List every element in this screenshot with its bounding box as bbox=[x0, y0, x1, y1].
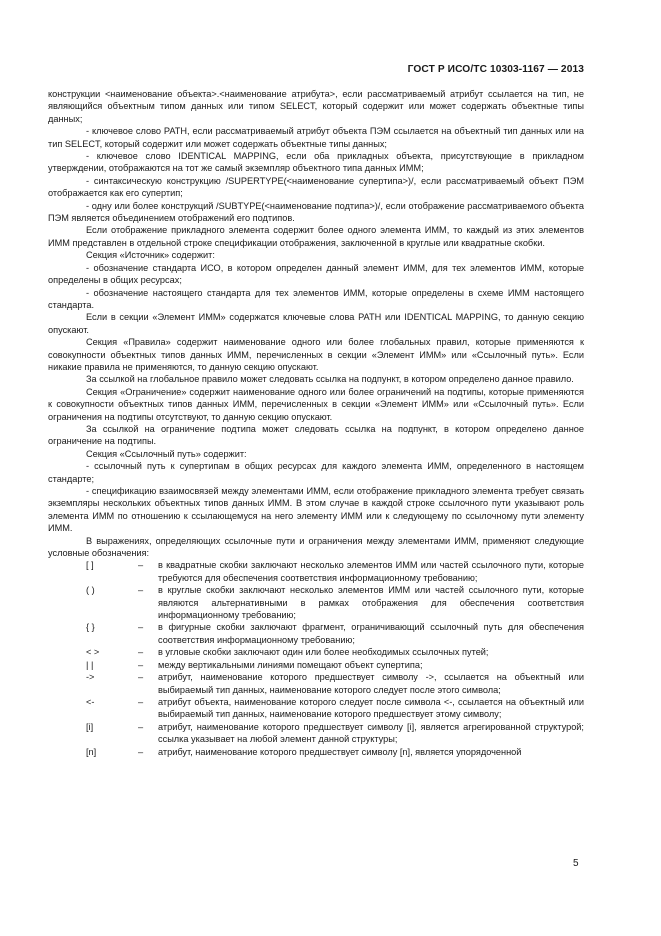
symbol: { } bbox=[86, 622, 95, 633]
list-item: - обозначение стандарта ИСО, в котором определен данный элемент ИММ, для тех элементов ИММ, которые определены в общих ресурсах; bbox=[48, 262, 584, 286]
symbol-description: в угловые скобки заключают один или более необходимых ссылочных путей; bbox=[158, 647, 489, 658]
symbol: -> bbox=[86, 672, 95, 683]
list-item: - обозначение настоящего стандарта для тех элементов ИММ, которые определены в схеме ИММ настоящего стандарта. bbox=[48, 287, 584, 310]
symbol-description: атрибут, наименование которого предшествует символу [i], является агрегированной структурой; ссылка указывает на любой элемент данной структуры; bbox=[158, 721, 584, 745]
symbol-description: в квадратные скобки заключают несколько элементов ИММ или частей ссылочного пути, которые требуются для обеспечения соответствия информационному требованию; bbox=[158, 560, 584, 583]
symbol-row bbox=[48, 721, 584, 746]
symbol-row bbox=[48, 696, 584, 721]
symbol-dash: – bbox=[138, 560, 144, 571]
symbol-description: между вертикальными линиями помещают объект супертипа; bbox=[158, 659, 423, 670]
symbol-row bbox=[48, 646, 584, 658]
symbol-dash: – bbox=[138, 746, 144, 757]
symbol: [n] bbox=[86, 746, 97, 757]
page-body bbox=[48, 88, 584, 758]
paragraph: Если отображение прикладного элемента содержит более одного элемента ИММ, то каждый из этих элементов ИММ представлен в отдельной строке спецификации отображения, заключенной в круглые или квадратные скобки. bbox=[48, 225, 584, 248]
symbol-dash: – bbox=[138, 622, 144, 633]
list-item: - ключевое слово IDENTICAL MAPPING, если оба прикладных объекта, присутствующие в прикладном утверждении, отображаются на тот же самый экземпляр объектного типа данных ИММ; bbox=[48, 151, 584, 174]
paragraph: Секция «Ссылочный путь» содержит: bbox=[86, 448, 247, 459]
symbol-row bbox=[48, 621, 584, 646]
symbol-dash: – bbox=[138, 696, 144, 707]
list-item: - ключевое слово PATH, если рассматриваемый атрибут объекта ПЭМ ссылается на объектный тип данных или на тип SELECT, который содержит или может содержать объектные типы данных; bbox=[48, 126, 584, 149]
symbol-row bbox=[48, 746, 584, 758]
page-header: ГОСТ Р ИСО/ТС 10303-1167 — 2013 bbox=[407, 64, 584, 75]
symbol: [i] bbox=[86, 721, 94, 732]
symbol: | | bbox=[86, 659, 94, 670]
symbol-dash: – bbox=[138, 659, 144, 670]
symbol-row bbox=[48, 671, 584, 696]
paragraph: За ссылкой на ограничение подтипа может следовать ссылка на подпункт, в котором определено данное ограничение на подтипы. bbox=[48, 423, 584, 447]
symbol-description: атрибут объекта, наименование которого следует после символа <-, ссылается на объектный или выбираемый тип данных, наименование которого предшествует этому символу; bbox=[158, 696, 584, 720]
paragraph: Секция «Правила» содержит наименование одного или более глобальных правил, которые применяются к совокупности объектных типов данных ИММ, перечисленных в секции «Элемент ИММ» или «Ссылочный путь». Если никакие правила не применяются, то данную секцию опускают. bbox=[48, 337, 584, 372]
paragraph: За ссылкой на глобальное правило может следовать ссылка на подпункт, в котором определено данное правило. bbox=[86, 374, 574, 385]
paragraph: В выражениях, определяющих ссылочные пути и ограничения между элементами ИММ, применяют следующие условные обозначения: bbox=[48, 535, 584, 559]
paragraph: Секция «Источник» содержит: bbox=[86, 250, 215, 261]
symbol-dash: – bbox=[138, 672, 144, 683]
symbol: ( ) bbox=[86, 585, 95, 596]
symbol-description: в фигурные скобки заключают фрагмент, ограничивающий ссылочный путь для обеспечения соответствия информационному требованию; bbox=[158, 622, 584, 645]
paragraph: Если в секции «Элемент ИММ» содержатся ключевые слова PATH или IDENTICAL MAPPING, то данную секцию опускают. bbox=[48, 312, 584, 335]
symbol: < > bbox=[86, 647, 100, 658]
symbol-description: атрибут, наименование которого предшествует символу [n], является упорядоченной bbox=[158, 746, 522, 757]
symbol-row bbox=[48, 559, 584, 584]
symbol-description: в круглые скобки заключают несколько элементов ИММ или частей ссылочного пути, которые являются альтернативными в рамках отображения для обеспечения соответствия информационному требованию; bbox=[158, 585, 584, 621]
list-item: - ссылочный путь к супертипам в общих ресурсах для каждого элемента ИММ, определенного в настоящем стандарте; bbox=[48, 461, 584, 484]
page-number: 5 bbox=[573, 858, 579, 869]
symbol-row bbox=[48, 584, 584, 621]
symbol: [ ] bbox=[86, 560, 94, 571]
symbol-dash: – bbox=[138, 721, 144, 732]
paragraph: Секция «Ограничение» содержит наименование одного или более ограничений на подтипы, которые применяются к совокупности объектных типов данных ИММ, перечисленных в секции «Элемент ИММ» или «Ссылочный путь». Если ограничения на подтипы отсутствуют, то данную секцию опускают. bbox=[48, 386, 584, 422]
list-item: - спецификацию взаимосвязей между элементами ИММ, если отображение прикладного элемента требует связать экземпляры нескольких объектных типов данных ИММ. В этом случае в каждой строке ссылочного пути указывают роль элемента ИММ по отношению к ссылающемуся на него элементу ИММ или к следующему по ссылочному пути элементу ИММ. bbox=[48, 486, 584, 534]
symbol-description: атрибут, наименование которого предшествует символу ->, ссылается на объектный или выбираемый тип данных, наименование которого следует после этого символа; bbox=[158, 672, 584, 695]
symbol: <- bbox=[86, 696, 95, 707]
list-item: - одну или более конструкций /SUBTYPE(<наименование подтипа>)/, если отображение рассматриваемого объекта ПЭМ является объединением отображений его подтипов. bbox=[48, 200, 584, 224]
symbol-row bbox=[48, 659, 584, 671]
symbol-dash: – bbox=[138, 647, 144, 658]
symbol-dash: – bbox=[138, 585, 144, 596]
paragraph: конструкции <наименование объекта>.<наименование атрибута>, если рассматриваемый атрибут ссылается на тип, не являющийся объектным типом данных или типом SELECT, который содержит или может содержать объектные типы данных; bbox=[48, 89, 584, 124]
list-item: - синтаксическую конструкцию /SUPERTYPE(<наименование супертипа>)/, если рассматриваемый объект ПЭМ отображается как его супертип; bbox=[48, 175, 584, 199]
